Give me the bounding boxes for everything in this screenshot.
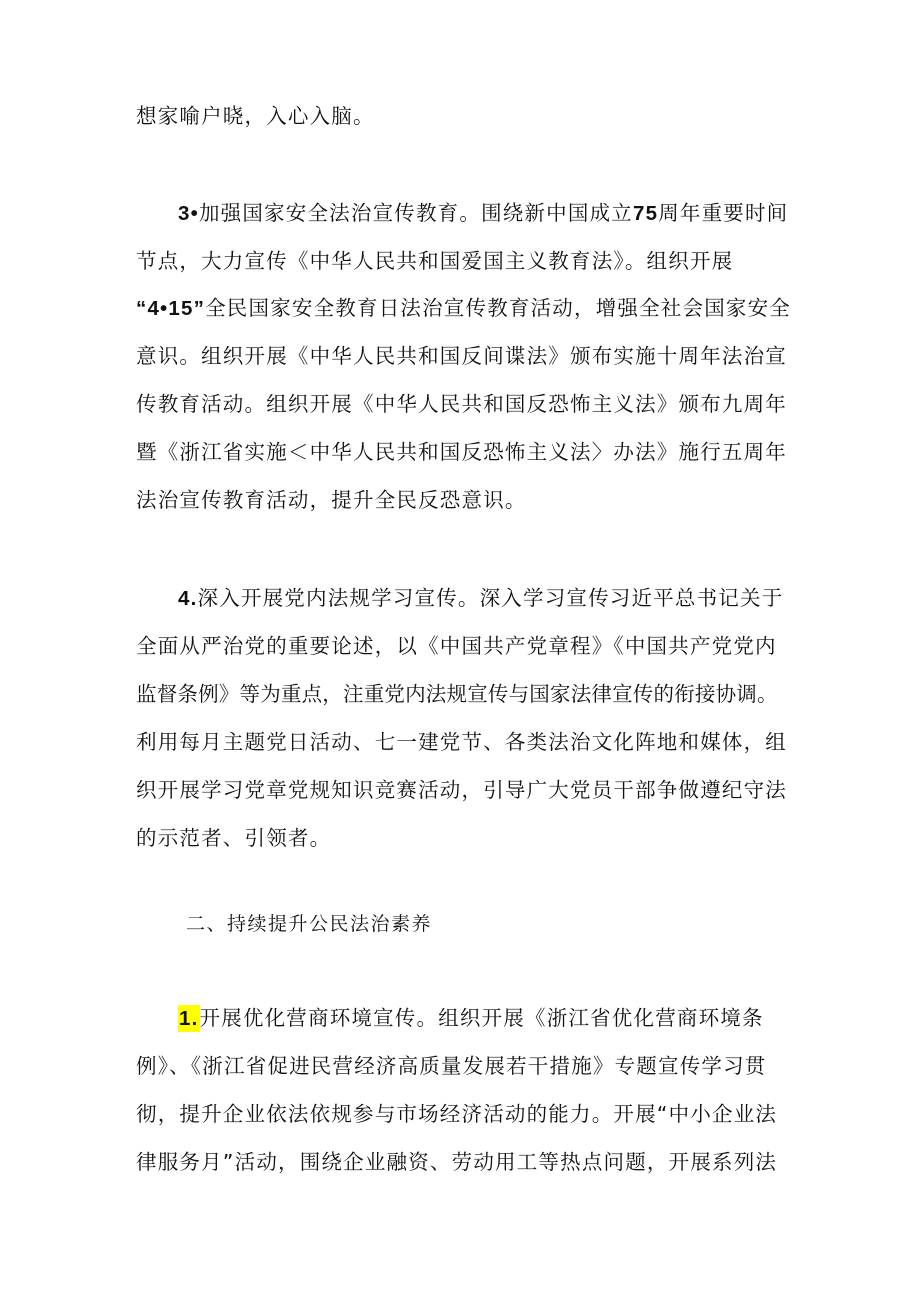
item3-line-3: “4•15”全民国家安全教育日法治宣传教育活动，增强全社会国家安全 bbox=[136, 296, 791, 320]
item4-line-2: 全面从严治党的重要论述，以《中国共产党章程》《中国共产党党内 bbox=[136, 634, 777, 658]
item4-line-3: 监督条例》等为重点，注重党内法规宣传与国家法律宣传的衔接协调。 bbox=[136, 682, 778, 706]
item4-line-5: 织开展学习党章党规知识竞赛活动，引导广大党员干部争做遵纪守法 bbox=[136, 778, 787, 802]
item3-line-1: 3•加强国家安全法治宣传教育。围绕新中国成立75周年重要时间 bbox=[178, 201, 789, 225]
item3-line-4: 意识。组织开展《中华人民共和国反间谍法》颁布实施十周年法治宣 bbox=[136, 344, 787, 368]
item1-line-3: 彻，提升企业依法依规参与市场经济活动的能力。开展“中小企业法 bbox=[136, 1102, 778, 1126]
item1-line-1: 1.开展优化营商环境宣传。组织开展《浙江省优化营商环境条 bbox=[179, 1006, 764, 1030]
item3-line-5: 传教育活动。组织开展《中华人民共和国反恐怖主义法》颁布九周年 bbox=[136, 392, 787, 416]
item4-line-1: 4.深入开展党内法规学习宣传。深入学习宣传习近平总书记关于 bbox=[178, 586, 784, 610]
item4-line-4: 利用每月主题党日活动、七一建党节、各类法治文化阵地和媒体，组 bbox=[136, 730, 787, 754]
item1-line-2: 例》、《浙江省促进民营经济高质量发展若干措施》专题宣传学习贯 bbox=[136, 1054, 767, 1078]
item3-line-6: 暨《浙江省实施＜中华人民共和国反恐怖主义法〉办法》施行五周年 bbox=[136, 440, 787, 464]
item4-line-6: 的示范者、引领者。 bbox=[136, 826, 332, 850]
intro-line-1: 想家喻户晓，入心入脑。 bbox=[136, 104, 375, 128]
item3-line-7: 法治宣传教育活动，提升全民反恐意识。 bbox=[136, 488, 527, 512]
item3-number: 3• bbox=[178, 202, 199, 225]
item4-number: 4. bbox=[178, 587, 198, 610]
item1-line-4: 律服务月”活动，围绕企业融资、劳动用工等热点问题，开展系列法 bbox=[136, 1150, 778, 1174]
item3-line-2: 节点，大力宣传《中华人民共和国爱国主义教育法》。组织开展 bbox=[136, 249, 734, 273]
section-heading: 二、持续提升公民法治素养 bbox=[186, 913, 433, 935]
item1-number-highlighted: 1. bbox=[179, 1007, 199, 1030]
